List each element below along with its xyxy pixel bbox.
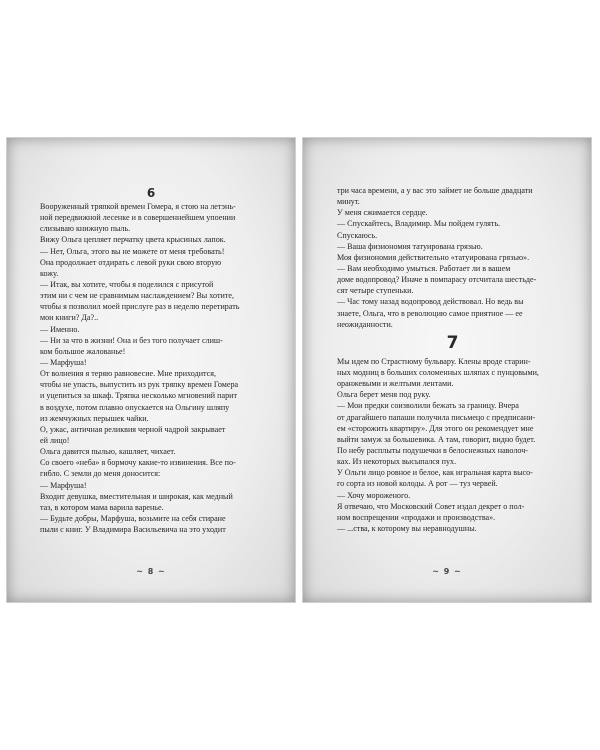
text-line: ных модниц в больших соломенных шляпах с пунцовыми,	[337, 367, 539, 377]
text-line: ем «сторожить квартиру». Для этого он рекомендует мне	[337, 423, 534, 433]
text-line: — Хочу мороженого.	[337, 490, 411, 500]
text-line: неожиданности.	[337, 319, 393, 329]
text-line: Она продолжает отдирать с левой руки свою вторую	[40, 257, 222, 267]
text-line: ком большое жалованье!	[40, 346, 126, 356]
text-line: пыли с книг. У Владимира Васильевича на это уходит	[40, 525, 226, 535]
text-line: Вижу Ольга цепляет перчатку цвета крысиных лапок.	[40, 235, 226, 245]
text-line: — Нет, Ольга, этого вы не можете от меня требовать!	[40, 246, 225, 256]
text-line: — Будьте добры, Марфуша, возьмите на себя стиране	[40, 513, 226, 523]
text-line: знаете, Ольга, что в революцию самое приятное — ее	[337, 308, 523, 318]
text-line: — Час тому назад водопровод действовал. Но ведь вы	[337, 297, 524, 307]
text-line: По небу расплыты подушечки в белоснежных наволоч-	[337, 445, 529, 455]
text-line: Вооруженный тряпкой времен Гомера, я стою на летэнь-	[40, 202, 236, 211]
text-line: из жемчужных перышек чайки.	[40, 413, 149, 423]
chapter-number-6: 6	[146, 186, 156, 200]
text-line: Мы идем по Страстному бульвару. Клены вроде старин-	[337, 356, 531, 366]
text-line: ей лицо!	[40, 435, 70, 445]
text-line: гибло. С земли до меня доносится:	[40, 469, 161, 479]
text-line: ном воспрещении «продажи и производства».	[337, 512, 496, 522]
text-line: оранжевыми и желтыми лентами.	[337, 379, 454, 389]
text-line: Ольга давится пылью, кашляет, чихает.	[40, 447, 176, 457]
text-line: доме водопровод? Иначе в помпарасу отсчитала шестьде-	[337, 275, 537, 285]
text-line: таз, в котором мама варила варенье.	[40, 502, 164, 512]
text-line: — Ваша физиономия татуирована грязью.	[337, 241, 483, 251]
left-page	[6, 137, 296, 603]
text-line: — Спускайтесь, Владимир. Мы пойдем гулять.	[337, 219, 501, 229]
left-page-text	[40, 201, 271, 535]
text-line: — Марфуша!	[40, 357, 87, 367]
chapter-number-7: 7	[446, 332, 459, 353]
text-line: У Ольги лицо ровное и белое, как игральная карта высо-	[337, 468, 533, 478]
text-line: го сорта из новой колоды. А рот — туз червей.	[337, 479, 498, 489]
text-line: Со своего «неба» я бормочу какие-то извинения. Все по-	[40, 458, 236, 468]
text-line: У меня сжимается сердце.	[337, 208, 428, 218]
text-line: Моя физиономия действительно «татуирована грязью».	[337, 252, 530, 262]
left-page-folio: ~ 8 ~	[136, 567, 166, 576]
text-line: минут.	[337, 197, 360, 207]
text-line: чтобы я позволил моей прислуге раз в неделю перетирать	[40, 302, 240, 312]
text-line: Спускаюсь.	[337, 230, 378, 240]
text-line: сят четыре ступеньки.	[337, 286, 414, 296]
text-line: Входит девушка, вместительная и широкая, как медный	[40, 491, 233, 501]
text-line: и уцепиться за шкаф. Тряпка несколько мгновений парит	[40, 391, 237, 401]
text-line: ках. Из некоторых высыпался пух.	[337, 457, 457, 467]
text-line: От волнения я теряю равновесие. Мне приходится,	[40, 369, 216, 379]
text-line: — Итак, вы хотите, чтобы я поделился с присутой	[40, 279, 214, 289]
right-page-folio: ~ 9 ~	[432, 567, 462, 576]
text-line: три часа времени, а у вас это займет не больше двадцати	[337, 186, 533, 195]
text-line: — Именно.	[40, 324, 80, 334]
text-line: — ...ства, к которому вы неравнодушны.	[337, 523, 477, 533]
right-page	[302, 137, 592, 603]
text-line: чтобы не упасть, выпустить из рук тряпку времен Гомера	[40, 380, 239, 390]
text-line: мои книги? Да?..	[40, 313, 99, 323]
text-line: в воздухе, потом плавно опускается на Ольгину шляпу	[40, 402, 230, 412]
text-line: ной передвижной лесенке и в совершеннейшем упоении	[40, 213, 236, 223]
book-spread	[6, 137, 594, 603]
text-line: — Ни за что в жизни! Она и без того получает слиш-	[40, 335, 223, 345]
text-line: — Марфуша!	[40, 480, 87, 490]
right-text-before-chapter	[337, 185, 568, 330]
right-text-after-chapter	[337, 356, 568, 534]
right-page-text	[337, 185, 568, 534]
text-line: — Вам необходимо умыться. Работает ли в вашем	[337, 263, 511, 273]
text-line: этим ни с чем не сравнимым наслаждением? Вы хотите,	[40, 291, 234, 301]
text-line: выйти замуж за большевика. А там, говорит, видно будет.	[337, 434, 536, 444]
text-line: от драгайшего папаши получила письмецо с предписани-	[337, 412, 536, 422]
text-line: Ольга берет меня под руку.	[337, 390, 431, 400]
text-line: кожу.	[40, 268, 59, 278]
text-line: Я отвечаю, что Московский Совет издал декрет о пол-	[337, 501, 525, 511]
text-line: О, ужас, античная реликвия черной чадрой закрывает	[40, 424, 226, 434]
text-line: — Мои предки соизволили бежать за границу. Вчера	[337, 401, 519, 411]
text-line: слизываю книжную пыль.	[40, 224, 131, 234]
